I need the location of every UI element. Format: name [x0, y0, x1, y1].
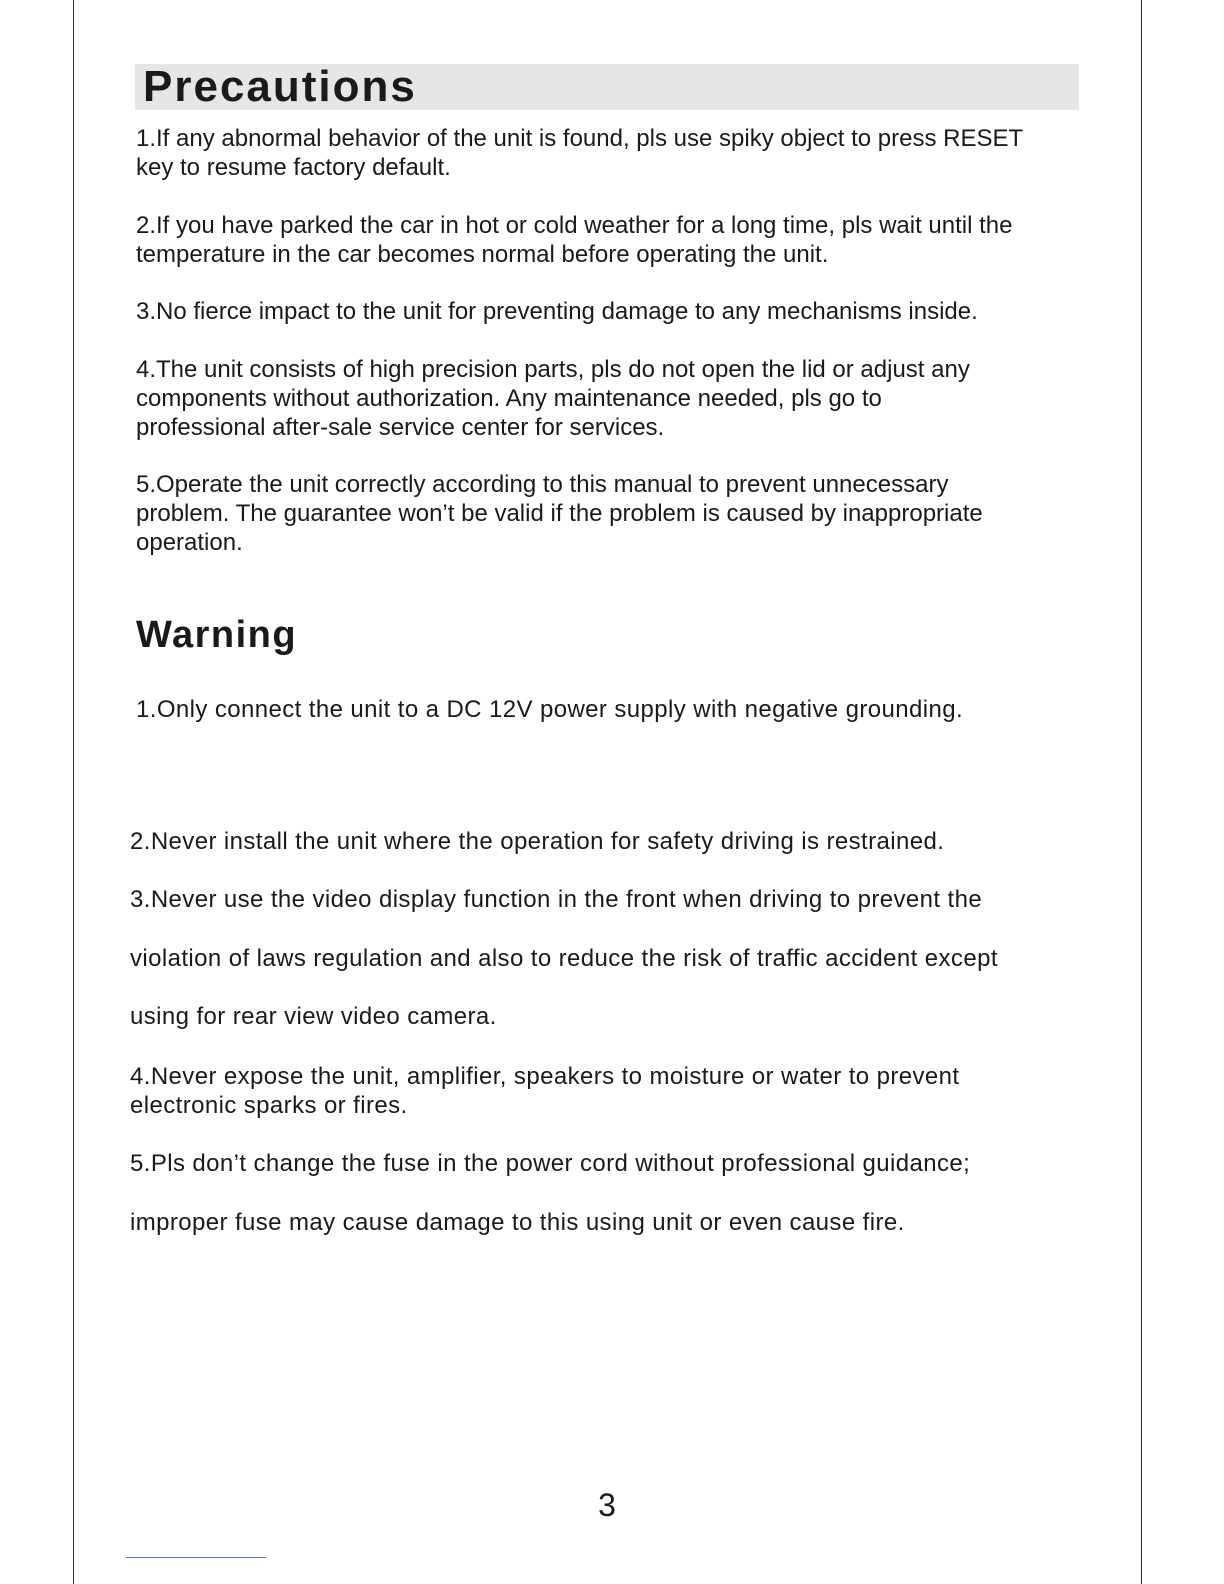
precaution-item-4-line-1: 4.The unit consists of high precision parts, pls do not open the lid or adjust any	[136, 356, 970, 383]
warning-item-5-line-2: improper fuse may cause damage to this using unit or even cause fire.	[130, 1208, 905, 1236]
precaution-item-2-line-2: temperature in the car becomes normal before operating the unit.	[136, 241, 829, 268]
page-border-left	[73, 0, 74, 1584]
warning-item-4-line-1: 4.Never expose the unit, amplifier, speakers to moisture or water to prevent	[130, 1063, 960, 1090]
warning-item-3	[130, 871, 1090, 1047]
precautions-heading: Precautions	[143, 62, 417, 111]
warning-item-5-line-1: 5.Pls don’t change the fuse in the power cord without professional guidance;	[130, 1150, 971, 1178]
warning-item-4	[130, 1062, 1090, 1120]
warning-item-2	[130, 827, 1090, 856]
warning-item-1	[136, 695, 1096, 724]
precaution-item-5	[136, 470, 1086, 557]
precaution-item-1	[136, 124, 1086, 182]
precaution-item-5-line-3: operation.	[136, 529, 243, 556]
warning-item-3-line-3: using for rear view video camera.	[130, 1003, 497, 1031]
warning-item-4-line-2: electronic sparks or fires.	[130, 1092, 408, 1119]
warning-item-2-line-1: 2.Never install the unit where the operation for safety driving is restrained.	[130, 828, 945, 855]
warning-item-3-line-1: 3.Never use the video display function in the front when driving to prevent the	[130, 886, 983, 914]
warning-item-5	[130, 1135, 1090, 1252]
precaution-item-4-line-3: professional after-sale service center for services.	[136, 414, 665, 441]
precaution-item-1-line-1: 1.If any abnormal behavior of the unit is found, pls use spiky object to press RESET	[136, 125, 1024, 152]
precaution-item-4	[136, 355, 1086, 442]
precaution-item-5-line-2: problem. The guarantee won’t be valid if the problem is caused by inappropriate	[136, 500, 983, 527]
precaution-item-1-line-2: key to resume factory default.	[136, 154, 451, 181]
warning-heading: Warning	[136, 614, 298, 656]
footer-rule	[126, 1557, 266, 1558]
precaution-item-2-line-1: 2.If you have parked the car in hot or cold weather for a long time, pls wait until the	[136, 212, 1013, 239]
precaution-item-2	[136, 211, 1086, 269]
warning-item-3-line-2: violation of laws regulation and also to reduce the risk of traffic accident except	[130, 944, 998, 972]
page-number: 3	[598, 1487, 616, 1523]
precaution-item-4-line-2: components without authorization. Any maintenance needed, pls go to	[136, 385, 882, 412]
precaution-item-3	[136, 297, 1086, 326]
precaution-item-5-line-1: 5.Operate the unit correctly according to this manual to prevent unnecessary	[136, 471, 949, 498]
warning-item-1-line-1: 1.Only connect the unit to a DC 12V power supply with negative grounding.	[136, 696, 964, 723]
page-border-right	[1141, 0, 1142, 1584]
precaution-item-3-line-1: 3.No fierce impact to the unit for preventing damage to any mechanisms inside.	[136, 298, 978, 325]
